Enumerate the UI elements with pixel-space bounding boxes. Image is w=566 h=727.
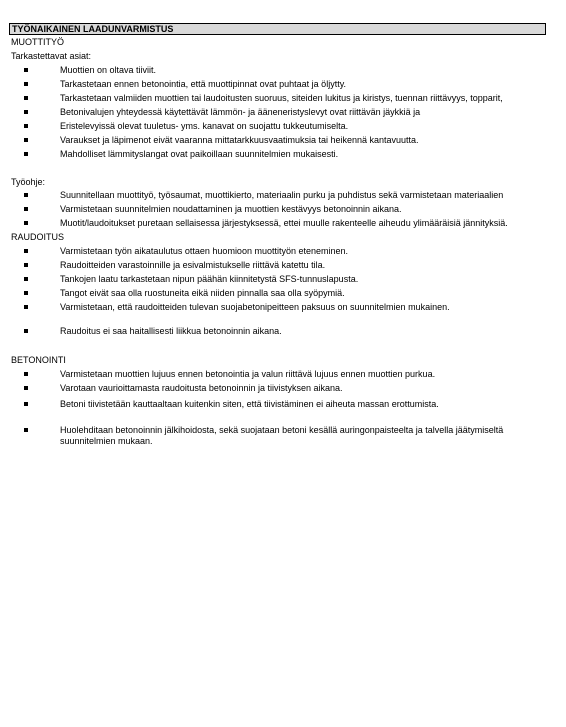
- list-item-text: Tankojen laatu tarkastetaan nipun päähän kiinnitetystä SFS-tunnuslapusta.: [60, 274, 359, 284]
- bullet-icon: [24, 193, 28, 197]
- bullet-icon: [24, 138, 28, 142]
- bullet-icon: [24, 152, 28, 156]
- bullet-icon: [24, 110, 28, 114]
- list-item-text: Betoni tiivistetään kauttaaltaan kuitenkin siten, että tiivistäminen ei aiheuta massan erottumista.: [60, 399, 439, 409]
- list-item-text: Varotaan vaurioittamasta raudoitusta betonoinnin ja tiivistyksen aikana.: [60, 383, 343, 393]
- bullet-icon: [24, 428, 28, 432]
- section-heading-betonointi: BETONOINTI: [11, 355, 66, 365]
- list-item-text: Muotit/laudoitukset puretaan sellaisessa järjestyksessä, ettei muulle rakenteelle aiheudu ylimääräisiä jännityksiä.: [60, 218, 508, 228]
- bullet-icon: [24, 329, 28, 333]
- check-label: Tarkastettavat asiat:: [11, 51, 92, 61]
- list-item-text: Varmistetaan työn aikataulutus ottaen huomioon muottityön eteneminen.: [60, 246, 349, 256]
- bullet-icon: [24, 277, 28, 281]
- list-item-text: Suunnitellaan muottityö, työsaumat, muottikierto, materiaalin purku ja puhdistus sekä varmistetaan materiaalien: [60, 190, 504, 200]
- list-item-text: Tangot eivät saa olla ruostuneita eikä niiden pinnalla saa olla syöpymiä.: [60, 288, 345, 298]
- list-item-text: Muottien on oltava tiiviit.: [60, 65, 157, 75]
- list-item-text: Huolehditaan betonoinnin jälkihoidosta, sekä suojataan betoni kesällä auringonpaisteelta ja talvella jäätymiseltä suunnitelmien mukaan.: [60, 425, 504, 446]
- guide-label: Työohje:: [11, 177, 46, 187]
- list-item-text: Varaukset ja läpimenot eivät vaaranna mittatarkkuusvaatimuksia tai heikennä kantavuutta.: [60, 135, 419, 145]
- bullet-icon: [24, 221, 28, 225]
- section-heading-muotti: MUOTTITYÖ: [11, 37, 64, 47]
- bullet-icon: [24, 402, 28, 406]
- list-item-text: Mahdolliset lämmityslangat ovat paikoillaan suunnitelmien mukaisesti.: [60, 149, 339, 159]
- bullet-icon: [24, 386, 28, 390]
- list-item-text: Varmistetaan, että raudoitteiden tulevan suojabetonipeitteen paksuus on suunnitelmien mukainen.: [60, 302, 450, 312]
- section-heading-raudoitus: RAUDOITUS: [11, 232, 65, 242]
- list-item-text: Eristelevyissä olevat tuuletus- yms. kanavat on suojattu tukkeutumiselta.: [60, 121, 349, 131]
- bullet-icon: [24, 249, 28, 253]
- list-item-text: Tarkastetaan ennen betonointia, että muottipinnat ovat puhtaat ja öljytty.: [60, 79, 347, 89]
- bullet-icon: [24, 305, 28, 309]
- list-item-text: Raudoitus ei saa haitallisesti liikkua betonoinnin aikana.: [60, 326, 282, 336]
- bullet-icon: [24, 291, 28, 295]
- list-item-text: Varmistetaan muottien lujuus ennen betonointia ja valun riittävä lujuus ennen muottien purkua.: [60, 369, 436, 379]
- document-title: TYÖNAIKAINEN LAADUNVARMISTUS: [9, 23, 546, 35]
- bullet-icon: [24, 372, 28, 376]
- list-item-text: Varmistetaan suunnitelmien noudattaminen ja muottien kestävyys betonoinnin aikana.: [60, 204, 402, 214]
- bullet-icon: [24, 96, 28, 100]
- bullet-icon: [24, 207, 28, 211]
- list-item-text: Tarkastetaan valmiiden muottien tai laudoitusten suoruus, siteiden lukitus ja kiristys, tuennan riittävyys, topparit,: [60, 93, 503, 103]
- list-item-text: Betonivalujen yhteydessä käytettävät lämmön- ja ääneneristyslevyt ovat riittävän jäykkiä ja: [60, 107, 421, 117]
- bullet-icon: [24, 263, 28, 267]
- list-item-text: Raudoitteiden varastoinnille ja esivalmistukselle riittävä katettu tila.: [60, 260, 326, 270]
- bullet-icon: [24, 124, 28, 128]
- bullet-icon: [24, 82, 28, 86]
- bullet-icon: [24, 68, 28, 72]
